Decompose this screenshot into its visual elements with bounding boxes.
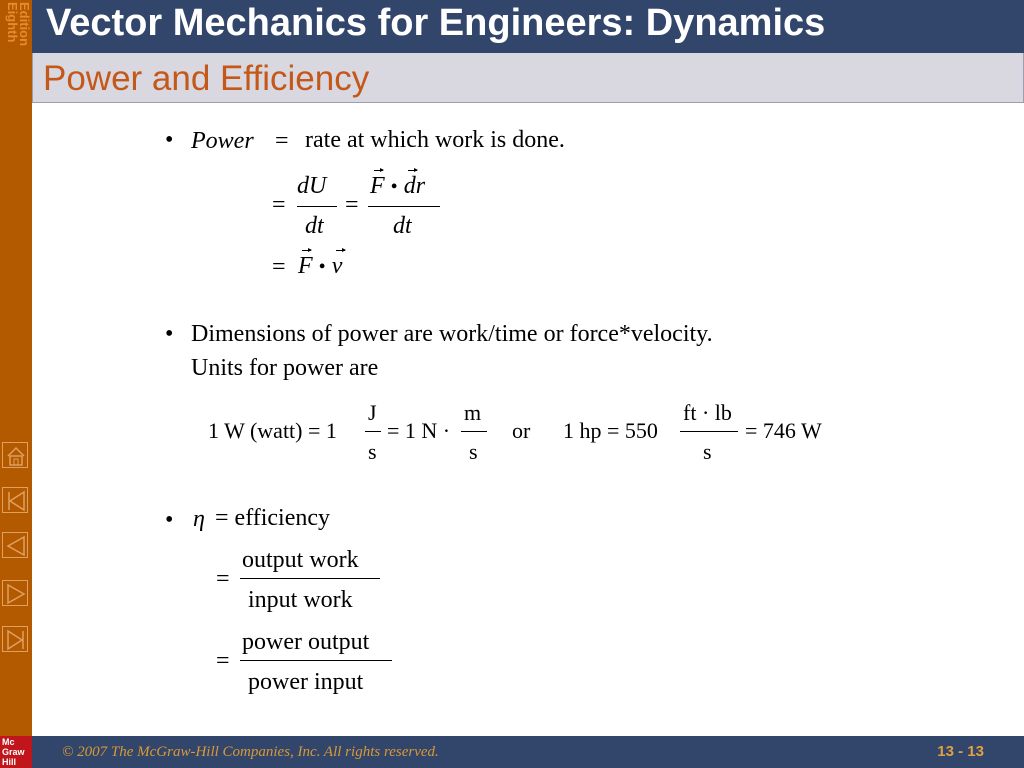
previous-slide-button[interactable] [2, 532, 28, 558]
home-button[interactable] [2, 442, 28, 468]
next-slide-button[interactable] [2, 580, 28, 606]
input-work-denominator: input work [248, 587, 353, 613]
power-eq-equals-1: = [272, 192, 286, 218]
efficiency-equals-1: = [216, 566, 230, 592]
mcgraw-hill-logo [0, 736, 32, 768]
title-bar [32, 0, 1024, 53]
velocity-vector: v [331, 253, 343, 279]
fraction-bar-1 [297, 206, 337, 207]
subtitle-bar [32, 53, 1024, 103]
power-eq-equals-2: = [345, 192, 359, 218]
power-input-denominator: power input [248, 669, 364, 695]
last-slide-icon [3, 627, 29, 653]
dot-product-symbol: • [390, 176, 398, 198]
fraction-bar-ftlb-s [680, 431, 738, 432]
last-slide-button[interactable] [2, 626, 28, 652]
home-icon [3, 443, 29, 469]
edition-line2: Edition [17, 2, 32, 47]
watt-definition-lhs: 1 W (watt) = 1 [208, 418, 337, 443]
fraction-bar-power [240, 660, 392, 661]
fraction-bar-2 [368, 206, 440, 207]
or-word: or [512, 418, 531, 443]
edition-label [0, 0, 32, 62]
svg-text:Hill: Hill [2, 757, 17, 767]
bullet-1-marker: • [165, 127, 174, 153]
next-slide-icon [3, 581, 29, 607]
dimensions-text-line1: Dimensions of power are work/time or force*velocity. [191, 321, 713, 347]
efficiency-text: = efficiency [215, 505, 331, 531]
efficiency-equals-2: = [216, 648, 230, 674]
force-vector: F [370, 173, 385, 199]
fraction-bar-m-s [461, 431, 487, 432]
dimensions-text-line2: Units for power are [191, 355, 379, 381]
horsepower-rhs: = 746 W [745, 418, 822, 443]
fraction-bar-J-s [365, 431, 381, 432]
copyright-text: © 2007 The McGraw-Hill Companies, Inc. All rights reserved. [62, 744, 439, 760]
force-vector-2: F [298, 253, 313, 279]
eta-symbol: η [193, 506, 205, 532]
displacement-vector: dr [403, 173, 426, 199]
power-eq-equals-3: = [272, 254, 286, 280]
horsepower-lhs: 1 hp = 550 [563, 418, 658, 443]
svg-text:Graw: Graw [2, 747, 25, 757]
previous-slide-icon [3, 533, 29, 559]
slide-subtitle: Power and Efficiency [43, 59, 370, 98]
bullet-2-marker: • [165, 321, 174, 347]
output-work-numerator: output work [242, 547, 359, 573]
page-number: 13 - 13 [937, 743, 984, 760]
power-eq-denominator-dt-1: dt [305, 213, 324, 239]
power-output-numerator: power output [242, 629, 370, 655]
joule-numerator: J [368, 400, 377, 425]
power-eq-Fv [298, 252, 342, 281]
ftlb-numerator: ft · lb [683, 400, 732, 425]
power-definition: rate at which work is done. [305, 127, 565, 153]
fraction-bar-work [240, 578, 380, 579]
power-eq-numerator-Fdr [370, 172, 425, 201]
slide-title: Vector Mechanics for Engineers: Dynamics [46, 2, 826, 44]
second-denominator-3: s [703, 439, 712, 464]
first-slide-button[interactable] [2, 487, 28, 513]
power-eq-numerator-dU: dU [297, 173, 327, 199]
newton-middle: = 1 N · [387, 418, 451, 443]
dot-product-symbol-2: • [318, 256, 326, 278]
power-eq-denominator-dt-2: dt [393, 213, 412, 239]
footer-bar [32, 736, 1024, 768]
edition-line1: Eighth [5, 2, 20, 43]
second-denominator-1: s [368, 439, 377, 464]
power-term: Power [191, 128, 254, 154]
edition-strip [0, 0, 32, 768]
second-denominator-2: s [469, 439, 478, 464]
svg-text:Mc: Mc [2, 737, 15, 747]
first-slide-icon [3, 488, 29, 514]
meter-numerator: m [464, 400, 482, 425]
power-equals: = [275, 128, 289, 154]
bullet-3-marker: • [165, 507, 174, 533]
